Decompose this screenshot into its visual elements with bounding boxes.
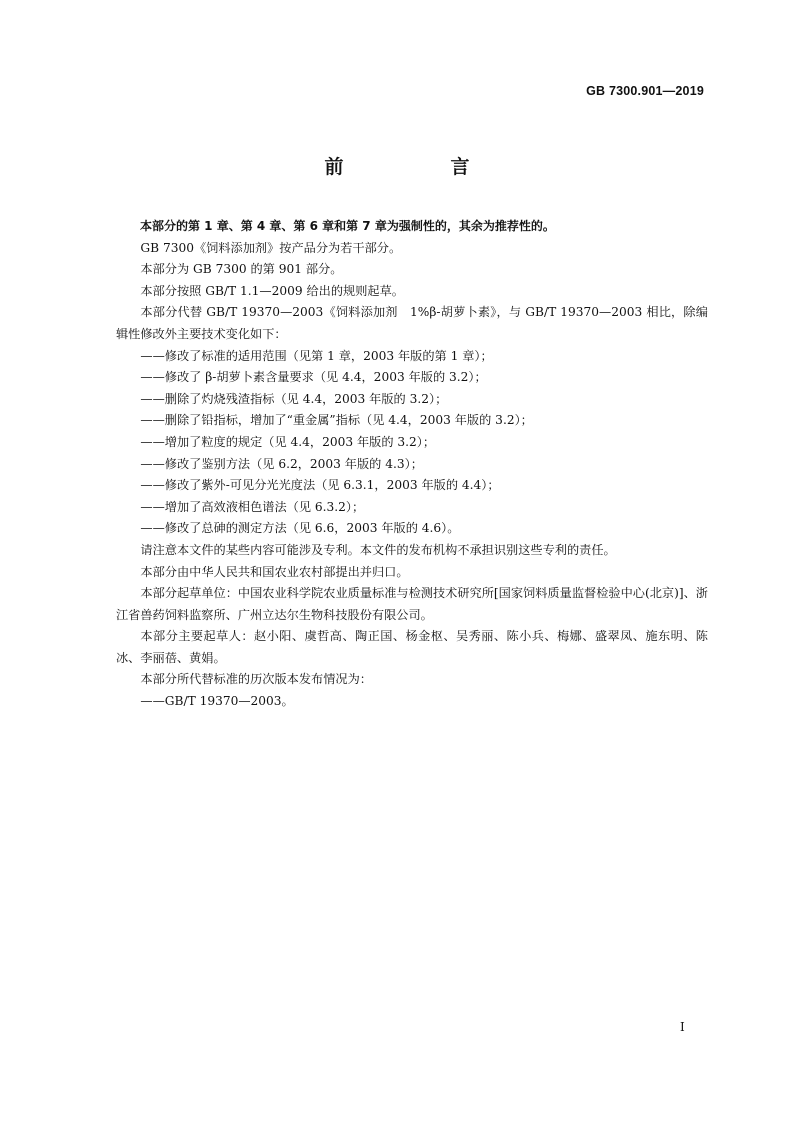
history-item: ——GB/T 19370—2003。	[140, 694, 294, 709]
part-paragraph: 本部分为 GB 7300 的第 901 部分。	[140, 262, 343, 277]
page-title: 前 言	[324, 156, 514, 178]
change-item: ——删除了铅指标，增加了“重金属”指标（见 4.4，2003 年版的 3.2）；	[140, 413, 533, 428]
change-item: ——修改了 β-胡萝卜素含量要求（见 4.4，2003 年版的 3.2）；	[140, 370, 487, 385]
change-item: ——修改了总砷的测定方法（见 6.6，2003 年版的 4.6）。	[140, 521, 460, 536]
patent-notice: 请注意本文件的某些内容可能涉及专利。本文件的发布机构不承担识别这些专利的责任。	[140, 542, 616, 557]
history-intro: 本部分所代替标准的历次版本发布情况为：	[140, 672, 372, 687]
series-paragraph: GB 7300《饲料添加剂》按产品分为若干部分。	[140, 240, 402, 255]
change-item: ——修改了紫外-可见分光光度法（见 6.3.1，2003 年版的 4.4）；	[140, 478, 500, 493]
change-item: ——删除了灼烧残渣指标（见 4.4，2003 年版的 3.2）；	[140, 391, 448, 406]
change-item: ——增加了高效液相色谱法（见 6.3.2）；	[140, 499, 365, 514]
change-item: ——修改了鉴别方法（见 6.2，2003 年版的 4.3）；	[140, 456, 423, 471]
proposer-paragraph: 本部分由中华人民共和国农业农村部提出并归口。	[140, 564, 409, 579]
drafting-units-paragraph: 本部分起草单位：中国农业科学院农业质量标准与检测技术研究所[国家饲料质量监督检验中心(北京)]、浙江省兽药饲料监察所、广州立达尔生物科技股份有限公司。	[116, 586, 708, 622]
change-item: ——修改了标准的适用范围（见第 1 章，2003 年版的第 1 章）；	[140, 348, 493, 363]
document-body	[116, 216, 708, 713]
page-number: I	[680, 1020, 685, 1034]
standard-code: GB 7300.901—2019	[586, 84, 704, 98]
change-item: ——增加了粒度的规定（见 4.4，2003 年版的 3.2）；	[140, 434, 436, 449]
drafting-rules-paragraph: 本部分按照 GB/T 1.1—2009 给出的规则起草。	[140, 283, 404, 298]
mandatory-clause-paragraph: 本部分的第 1 章、第 4 章、第 6 章和第 7 章为强制性的，其余为推荐性的。	[140, 219, 555, 233]
drafters-paragraph: 本部分主要起草人：赵小阳、虞哲高、陶正国、杨金枢、吴秀丽、陈小兵、梅娜、盛翠凤、施东明、陈冰、李丽蓓、黄娟。	[116, 629, 708, 665]
replacement-paragraph: 本部分代替 GB/T 19370—2003《饲料添加剂 1%β-胡萝卜素》，与 GB/T 19370—2003 相比，除编辑性修改外主要技术变化如下：	[116, 305, 708, 341]
